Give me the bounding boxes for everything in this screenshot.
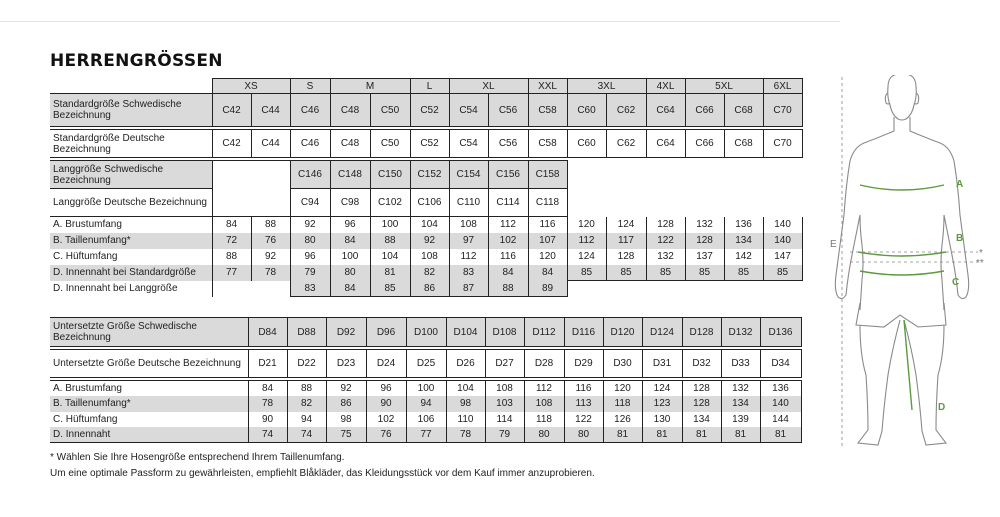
table-cell: C60 [567,94,606,127]
table-cell: 96 [366,381,406,397]
table-row [50,318,801,347]
table-cell: D28 [524,350,564,378]
table-cell: D92 [326,318,366,347]
body-silhouette [835,75,968,445]
measurement-lines [858,185,946,410]
table-cell: 108 [449,217,488,233]
table-cell: C50 [370,130,410,158]
table-cell: C154 [449,161,488,189]
table-cell: 83 [449,265,488,281]
table-cell: 84 [212,217,251,233]
table-cell: D22 [287,350,326,378]
table-cell: 81 [682,427,721,443]
table-cell: 74 [287,427,326,443]
footnote: * Wählen Sie Ihre Hosengröße entsprechend Ihrem Taillenumfang. [50,452,345,463]
table-cell: 134 [682,412,721,428]
table-cell: D25 [406,350,446,378]
table-cell: 85 [646,265,685,281]
table-cell: C58 [528,130,567,158]
table-cell: 87 [449,281,488,297]
table-cell: D116 [564,318,603,347]
table-cell: 104 [370,249,410,265]
table-cell: 83 [290,281,330,297]
label-b: B [956,233,964,244]
table-cell: 78 [251,265,290,281]
size-label-row [50,79,802,94]
table-cell: 140 [760,396,801,412]
stout-size-table [50,317,802,443]
table-cell: 108 [485,381,524,397]
table-cell: 90 [248,412,287,428]
table-cell: 122 [564,412,603,428]
table-cell: 81 [721,427,760,443]
table-cell: 82 [287,396,326,412]
table-cell: D104 [446,318,485,347]
table-cell: C110 [449,189,488,217]
page-title: HERRENGRÖSSEN [50,51,223,71]
table-row [50,350,801,378]
table-cell: 84 [330,233,370,249]
table-cell: 80 [330,265,370,281]
table-row [50,427,801,443]
table-cell: 94 [406,396,446,412]
table-cell: C102 [370,189,410,217]
row-label: B. Taillenumfang* [53,398,131,410]
table-cell: 144 [760,412,801,428]
table-cell: 79 [485,427,524,443]
table-cell: 100 [370,217,410,233]
table-cell: C48 [330,94,370,127]
table-cell: C152 [410,161,449,189]
table-cell: C52 [410,94,449,127]
table-cell: 103 [485,396,524,412]
table-cell: D112 [524,318,564,347]
row-label: Untersetzte Größe Schwedische Bezeichnung [50,318,248,347]
table-cell: C56 [488,94,528,127]
table-cell: 74 [248,427,287,443]
table-cell: 128 [682,396,721,412]
table-row [50,161,802,189]
table-cell: 80 [290,233,330,249]
table-cell: 118 [524,412,564,428]
table-row [50,217,802,233]
row-label: A. Brustumfang [50,381,248,397]
table-cell: 142 [724,249,763,265]
table-cell: D29 [564,350,603,378]
table-cell: 140 [763,233,802,249]
table-cell: C52 [410,130,449,158]
table-cell: 98 [446,396,485,412]
label-star: * [979,248,983,259]
table-cell: 76 [366,427,406,443]
size-label: XS [212,79,290,94]
table-row [50,130,802,158]
table-cell: C64 [646,94,685,127]
size-label: S [290,79,330,94]
table-cell: 80 [524,427,564,443]
table-cell: 128 [682,381,721,397]
table-cell: 78 [248,396,287,412]
table-row [50,249,802,265]
table-cell: 120 [567,217,606,233]
table-cell: C64 [646,130,685,158]
row-label: C. Hüftumfang [53,251,118,262]
table-cell: 85 [567,265,606,281]
table-cell: D33 [721,350,760,378]
table-cell: 128 [606,249,646,265]
table-cell: 140 [763,217,802,233]
size-label: 4XL [646,79,685,94]
table-cell: D32 [682,350,721,378]
table-cell: 77 [212,265,251,281]
table-cell: D23 [326,350,366,378]
table-cell: 86 [326,396,366,412]
table-cell: 88 [488,281,528,297]
table-cell: C68 [724,94,763,127]
table-cell: 80 [564,427,603,443]
table-cell: 122 [646,233,685,249]
row-label: B. Taillenumfang* [53,235,131,246]
table-cell: 92 [326,381,366,397]
table-cell: D100 [406,318,446,347]
table-cell: 84 [248,381,287,397]
table-cell: 116 [528,217,567,233]
table-cell: D108 [485,318,524,347]
label-c: C [952,277,960,288]
hip-line [860,271,944,275]
table-cell: 112 [524,381,564,397]
table-cell: D31 [642,350,682,378]
table-cell: 108 [524,396,564,412]
table-cell: D88 [287,318,326,347]
table-row [50,412,801,428]
label-double-star: ** [976,258,984,269]
table-cell: 92 [251,249,290,265]
table-cell: 90 [366,396,406,412]
table-cell: C148 [330,161,370,189]
table-cell: 86 [410,281,449,297]
table-cell: C118 [528,189,567,217]
row-label: Standardgröße Schwedische Bezeichnung [50,94,212,127]
table-cell: 88 [251,217,290,233]
table-cell: D26 [446,350,485,378]
table-cell: 147 [763,249,802,265]
table-cell: 137 [685,249,724,265]
table-cell: 78 [446,427,485,443]
table-cell: 104 [446,381,485,397]
table-cell: 85 [724,265,763,281]
label-a: A [956,179,964,190]
table-cell: 85 [370,281,410,297]
row-label: A. Brustumfang [53,219,122,231]
table-cell: 110 [446,412,485,428]
table-cell: C70 [763,130,802,158]
table-cell: 132 [685,217,724,233]
table-cell: C58 [528,94,567,127]
table-cell: 100 [330,249,370,265]
table-cell: 120 [528,249,567,265]
table-cell: 94 [287,412,326,428]
table-row [50,381,801,397]
table-row [50,396,801,412]
size-label: 5XL [685,79,763,94]
table-cell: 77 [406,427,446,443]
size-label: XXL [528,79,567,94]
table-cell: D21 [248,350,287,378]
table-row [50,94,802,127]
table-cell: 88 [370,233,410,249]
table-cell: C44 [251,94,290,127]
table-cell: 116 [564,381,603,397]
size-label: L [410,79,449,94]
table-cell: 128 [685,233,724,249]
table-cell: 128 [646,217,685,233]
table-cell: 132 [646,249,685,265]
table-cell: 134 [724,233,763,249]
table-cell: 82 [410,265,449,281]
table-cell: 81 [642,427,682,443]
table-cell: D24 [366,350,406,378]
table-cell: 134 [721,396,760,412]
table-cell: 126 [603,412,642,428]
table-cell: 112 [449,249,488,265]
table-cell: 124 [606,217,646,233]
table-cell: C62 [606,94,646,127]
table-cell: 84 [488,265,528,281]
table-cell: 92 [410,233,449,249]
table-cell: D96 [366,318,406,347]
table-cell: 72 [212,233,251,249]
size-label: XL [449,79,528,94]
table-cell: C106 [410,189,449,217]
table-cell: 96 [290,249,330,265]
table-cell: 85 [685,265,724,281]
table-cell: C60 [567,130,606,158]
table-cell: 106 [406,412,446,428]
table-cell: C54 [449,94,488,127]
table-row [50,281,802,297]
row-label: D. Innennaht [50,427,248,443]
table-cell: D120 [603,318,642,347]
chest-line [860,185,944,190]
label-d: D [938,402,946,413]
table-row [50,233,802,249]
table-cell: 84 [330,281,370,297]
top-divider [0,21,840,22]
table-cell: C66 [685,94,724,127]
size-label: M [330,79,410,94]
table-cell: 117 [606,233,646,249]
table-cell: 85 [606,265,646,281]
table-cell: D34 [760,350,801,378]
table-cell: 118 [603,396,642,412]
table-cell: C46 [290,130,330,158]
table-cell: D84 [248,318,287,347]
table-cell: 88 [212,249,251,265]
table-cell: C158 [528,161,567,189]
table-cell: D128 [682,318,721,347]
table-cell: 102 [488,233,528,249]
body-measurement-figure [820,75,1000,455]
fit-advice: Um eine optimale Passform zu gewährleisten, empfiehlt Blåkläder, das Kleidungsstück vor dem Kauf immer anzuprobieren. [50,468,595,479]
table-cell: 79 [290,265,330,281]
table-cell: D124 [642,318,682,347]
table-cell: 107 [528,233,567,249]
row-label: Langgröße Deutsche Bezeichnung [50,189,212,217]
table-cell: D136 [760,318,801,347]
table-cell: 76 [251,233,290,249]
table-cell: 108 [410,249,449,265]
table-cell: 104 [410,217,449,233]
table-cell: 100 [406,381,446,397]
table-cell: 120 [603,381,642,397]
row-label: D. Innennaht bei Standardgröße [53,267,196,278]
table-cell: 85 [763,265,802,281]
table-cell: D30 [603,350,642,378]
table-cell: 132 [721,381,760,397]
table-cell: 123 [642,396,682,412]
table-cell: C50 [370,94,410,127]
table-cell: C150 [370,161,410,189]
table-cell: C68 [724,130,763,158]
row-label: Langgröße Schwedische Bezeichnung [50,161,212,189]
table-cell: 139 [721,412,760,428]
table-cell: 81 [370,265,410,281]
table-cell: C42 [212,130,251,158]
table-cell: C146 [290,161,330,189]
table-cell: 130 [642,412,682,428]
waist-line [858,252,946,256]
table-cell: C98 [330,189,370,217]
table-cell: C114 [488,189,528,217]
table-cell: C70 [763,94,802,127]
row-label: D. Innennaht bei Langgröße [53,283,178,294]
table-cell: C54 [449,130,488,158]
table-cell: C46 [290,94,330,127]
table-cell: 81 [603,427,642,443]
table-cell: C156 [488,161,528,189]
table-cell: C44 [251,130,290,158]
men-size-table [50,78,803,297]
row-label: Untersetzte Größe Deutsche Bezeichnung [50,350,248,378]
table-cell: 112 [488,217,528,233]
row-label: C. Hüftumfang [53,413,118,425]
table-cell: 88 [287,381,326,397]
table-cell: 136 [760,381,801,397]
label-e: E [830,239,837,250]
table-cell: 92 [290,217,330,233]
table-cell: 124 [642,381,682,397]
table-cell: 112 [567,233,606,249]
table-cell: 75 [326,427,366,443]
size-label: 3XL [567,79,646,94]
table-cell: C66 [685,130,724,158]
table-cell: C48 [330,130,370,158]
size-label: 6XL [763,79,802,94]
table-cell: 136 [724,217,763,233]
table-cell: 116 [488,249,528,265]
row-label: Standardgröße Deutsche Bezeichnung [50,130,212,158]
table-cell: 97 [449,233,488,249]
table-row [50,189,802,217]
table-cell: D132 [721,318,760,347]
table-cell: 89 [528,281,567,297]
table-cell: 98 [326,412,366,428]
table-cell: C56 [488,130,528,158]
table-cell: 124 [567,249,606,265]
table-cell: 84 [528,265,567,281]
table-cell: 96 [330,217,370,233]
table-cell: C42 [212,94,251,127]
table-cell: C62 [606,130,646,158]
table-row [50,265,802,281]
table-cell: 113 [564,396,603,412]
table-cell: 81 [760,427,801,443]
table-cell: 102 [366,412,406,428]
table-cell: 114 [485,412,524,428]
table-cell: C94 [290,189,330,217]
table-cell: D27 [485,350,524,378]
